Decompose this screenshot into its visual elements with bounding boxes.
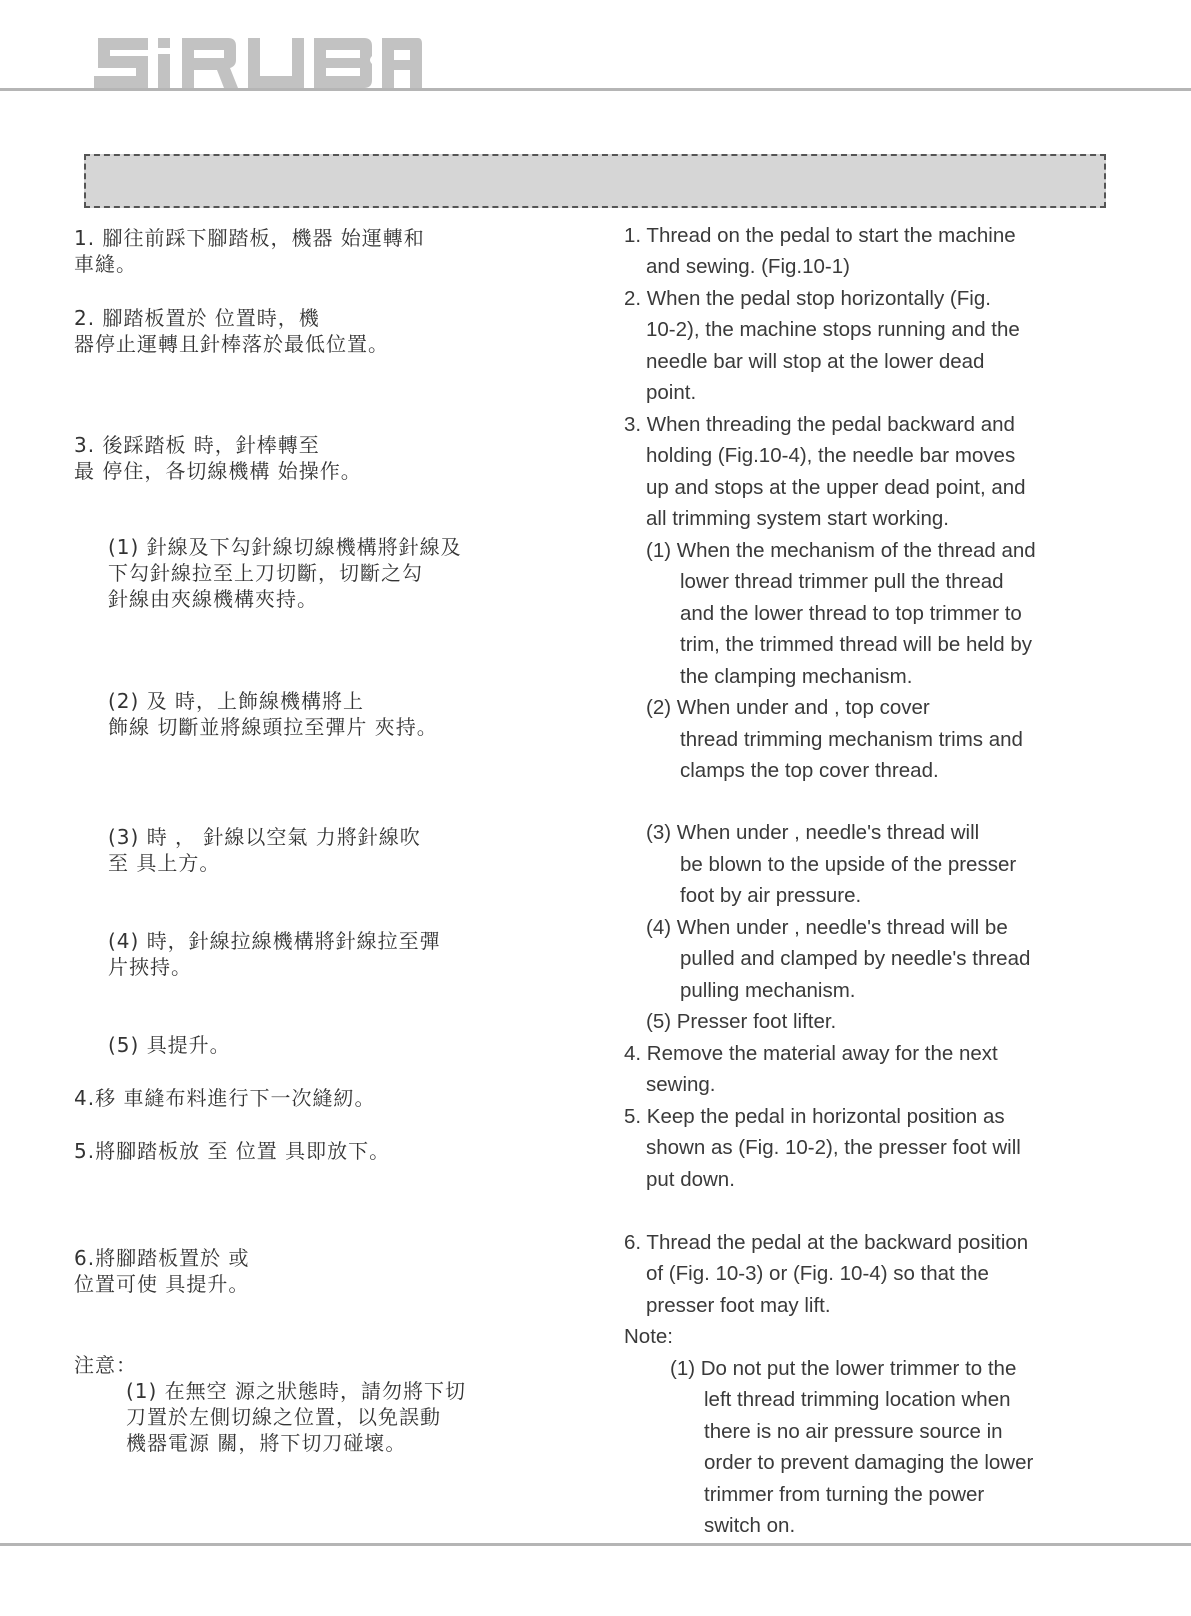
en-line: shown as (Fig. 10-2), the presser foot will <box>646 1136 1021 1159</box>
en-line: up and stops at the upper dead point, and <box>646 476 1026 499</box>
en-line: 5. Keep the pedal in horizontal position as <box>624 1105 1005 1128</box>
en-line: (4) When under , needle's thread will be <box>646 916 1008 939</box>
zh-item-3-3: (3) 時 ， 針線以空氣 力將針線吹 至 具上方。 <box>108 825 421 875</box>
en-line: clamps the top cover thread. <box>680 759 939 782</box>
en-line: 1. Thread on the pedal to start the machine <box>624 224 1016 247</box>
en-line: (1) Do not put the lower trimmer to the <box>670 1357 1017 1380</box>
en-line: (3) When under , needle's thread will <box>646 821 980 844</box>
en-line: sewing. <box>646 1073 716 1096</box>
en-line: pulled and clamped by needle's thread <box>680 947 1031 970</box>
siruba-logo <box>92 30 422 92</box>
zh-note-label: 注意： <box>74 1353 137 1377</box>
zh-item-3-4: (4) 時，針線拉線機構將針線拉至彈 片挾持。 <box>108 929 441 979</box>
en-line: (1) When the mechanism of the thread and <box>646 539 1036 562</box>
section-header-band <box>84 154 1106 208</box>
en-line: of (Fig. 10-3) or (Fig. 10-4) so that the <box>646 1262 989 1285</box>
en-line: thread trimming mechanism trims and <box>680 728 1023 751</box>
en-line: (5) Presser foot lifter. <box>646 1010 837 1033</box>
en-line: and sewing. (Fig.10-1) <box>646 255 850 278</box>
zh-item-2: 2. 腳踏板置於 位置時，機 器停止運轉且針棒落於最低位置。 <box>74 306 389 356</box>
en-line: be blown to the upside of the presser <box>680 853 1017 876</box>
bottom-rule <box>0 1543 1191 1546</box>
en-line: trim, the trimmed thread will be held by <box>680 633 1033 656</box>
zh-item-3-1: (1) 針線及下勾針線切線機構將針線及 下勾針線拉至上刀切斷，切斷之勾 針線由夾線機構夾持。 <box>108 535 462 611</box>
en-line: 10-2), the machine stops running and the <box>646 318 1020 341</box>
top-rule <box>0 88 1191 91</box>
en-line: trimmer from turning the power <box>704 1483 985 1506</box>
en-line: Note: <box>624 1325 673 1348</box>
en-line: the clamping mechanism. <box>680 665 913 688</box>
en-line: all trimming system start working. <box>646 507 950 530</box>
zh-item-6: 6.將腳踏板置於 或 位置可使 具提升。 <box>74 1246 250 1296</box>
zh-item-5: 5.將腳踏板放 至 位置 具即放下。 <box>74 1139 391 1163</box>
en-line: holding (Fig.10-4), the needle bar moves <box>646 444 1016 467</box>
en-line: lower thread trimmer pull the thread <box>680 570 1004 593</box>
en-line: foot by air pressure. <box>680 884 862 907</box>
en-line: 6. Thread the pedal at the backward position <box>624 1231 1029 1254</box>
zh-item-4: 4.移 車縫布料進行下一次縫紉。 <box>74 1086 376 1110</box>
en-line: order to prevent damaging the lower <box>704 1451 1034 1474</box>
en-line: presser foot may lift. <box>646 1294 831 1317</box>
en-line: point. <box>646 381 697 404</box>
zh-item-1: 1. 腳往前踩下腳踏板，機器 始運轉和 車縫。 <box>74 226 425 276</box>
en-line: needle bar will stop at the lower dead <box>646 350 985 373</box>
zh-item-3-5: (5) 具提升。 <box>108 1033 231 1057</box>
zh-item-3-2: (2) 及 時，上飾線機構將上 飾線 切斷並將線頭拉至彈片 夾持。 <box>108 689 438 739</box>
en-line: 4. Remove the material away for the next <box>624 1042 998 1065</box>
en-line: left thread trimming location when <box>704 1388 1011 1411</box>
en-line: there is no air pressure source in <box>704 1420 1003 1443</box>
en-line: (2) When under and , top cover <box>646 696 930 719</box>
en-line: 2. When the pedal stop horizontally (Fig. <box>624 287 991 310</box>
en-line: pulling mechanism. <box>680 979 856 1002</box>
en-line: 3. When threading the pedal backward and <box>624 413 1015 436</box>
en-line: switch on. <box>704 1514 796 1537</box>
zh-note-1: (1) 在無空 源之狀態時，請勿將下切 刀置於左側切線之位置，以免誤動 機器電源 關，將下切刀碰壞。 <box>126 1379 467 1455</box>
en-line: put down. <box>646 1168 735 1191</box>
en-line: and the lower thread to top trimmer to <box>680 602 1022 625</box>
zh-item-3: 3. 後踩踏板 時，針棒轉至 最 停住，各切線機構 始操作。 <box>74 433 362 483</box>
